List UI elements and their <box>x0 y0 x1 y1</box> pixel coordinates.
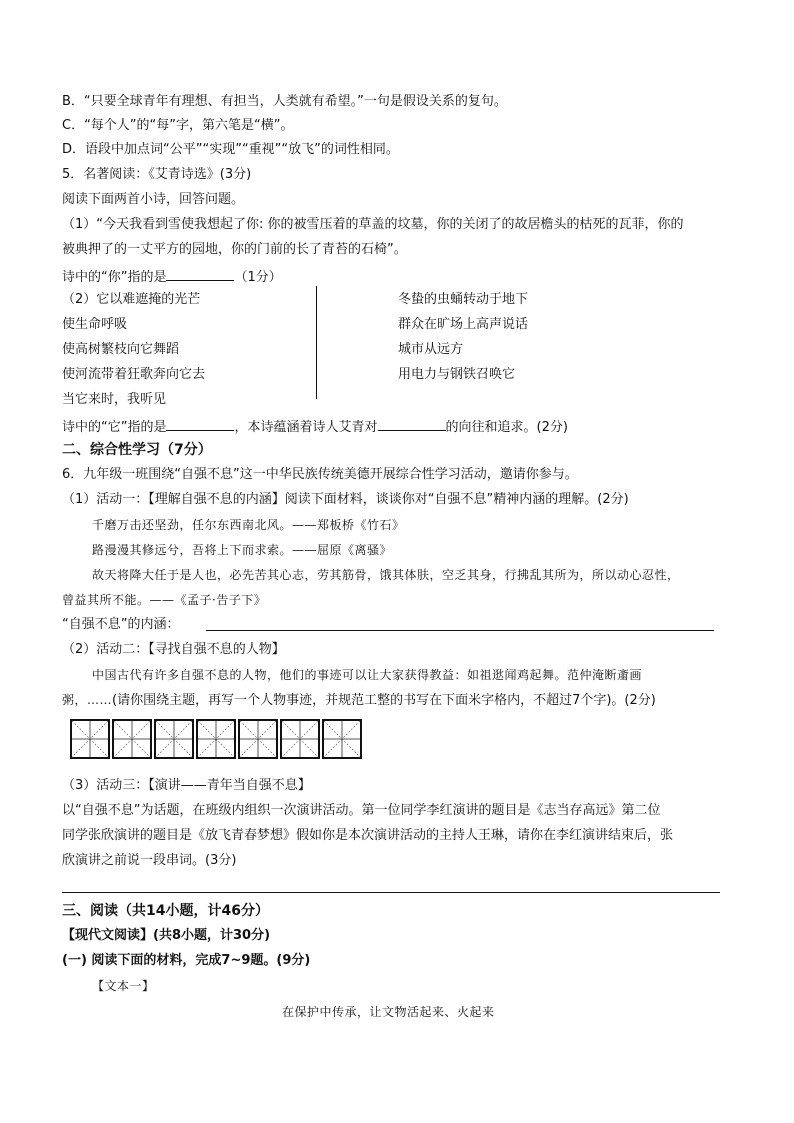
poem-2-left-2: 使生命呼吸 <box>62 317 128 332</box>
quote-mencius-a: 故天将降大任于是人也，必先苦其心志，劳其筋骨，饿其体肤，空乏其身，行拂乱其所为，所以动心忍性， <box>92 568 680 582</box>
activity-2-text-b-kai: 粥，…… <box>62 693 113 707</box>
quote-bamboo: 千磨万击还坚劲，任尔东西南北风。——郑板桥《竹石》 <box>92 518 405 532</box>
question-5-2-middle: ，本诗蕴涵着诗人艾青对 <box>234 420 378 435</box>
article-title: 在保护中传承，让文物活起来、火起来 <box>282 1005 495 1019</box>
mi-grid-cell[interactable] <box>280 719 320 759</box>
activity-2-instruction: (请你围绕主题，再写一个人物事迹，并规范工整的书写在下面米字格内，不超过7个字)。(2分) <box>112 693 656 708</box>
mi-grid-cell[interactable] <box>322 719 362 759</box>
question-5-2-suffix: 的向往和追求。(2分) <box>445 420 568 435</box>
answer-blank-pursuit[interactable] <box>378 416 446 431</box>
poem-2-left-3: 使高树繁枝向它舞蹈 <box>62 342 180 357</box>
question-5-intro: 阅读下面两首小诗，回答问题。 <box>62 192 245 207</box>
poem-2-left-5: 当它来时，我听见 <box>62 392 167 407</box>
poem-2-right-2: 群众在旷场上高声说话 <box>398 317 529 332</box>
question-6: 6．九年级一班围绕“自强不息”这一中华民族传统美德开展综合性学习活动，邀请你参与。 <box>62 467 578 482</box>
quote-lisao: 路漫漫其修远兮，吾将上下而求索。——屈原《离骚》 <box>92 543 393 557</box>
poem-1-line-b: 被典押了的一丈平方的园地，你的门前的长了青苔的石椅”。 <box>62 242 407 257</box>
answer-blank-it[interactable] <box>166 416 234 431</box>
part-1-title: (一) 阅读下面的材料，完成7~9题。(9分) <box>62 953 311 968</box>
question-5-1-suffix: （1分） <box>234 270 282 285</box>
poem-2-right-4: 用电力与钢铁召唤它 <box>398 367 516 382</box>
modern-reading-title: 【现代文阅读】(共8小题，计30分) <box>62 928 271 943</box>
question-5-2 <box>62 416 568 437</box>
option-d: D．语段中加点词“公平”“实现”“重视”“放飞”的词性相同。 <box>62 142 399 157</box>
activity-3-text-c: 欣演讲之前说一段串词。(3分) <box>62 853 237 868</box>
activity-2-text-a: 中国古代有许多自强不息的人物，他们的事迹可以让大家获得教益：如祖逖闻鸡起舞。范仲淹断齑画 <box>92 668 643 682</box>
activity-3-text-b: 同学张欣演讲的题目是《放飞青春梦想》假如你是本次演讲活动的主持人王琳，请你在李红演讲结束后，张 <box>62 828 674 843</box>
activity-3-text-a: 以“自强不息”为话题，在班级内组织一次演讲活动。第一位同学李红演讲的题目是《志当存高远》第二位 <box>62 803 661 818</box>
activity-1: （1）活动一：【理解自强不息的内涵】阅读下面材料，谈谈你对“自强不息”精神内涵的理解。(2分) <box>62 492 629 507</box>
question-5-1-prefix: 诗中的“你”指的是 <box>62 270 167 285</box>
section-3-title: 三、阅读（共14小题，计46分） <box>62 903 269 919</box>
section-2-title: 二、综合性学习（7分） <box>62 442 212 458</box>
mi-grid-cell[interactable] <box>112 719 152 759</box>
question-5-1 <box>62 266 282 287</box>
poem-divider <box>316 286 317 399</box>
activity-2: （2）活动二：【寻找自强不息的人物】 <box>62 642 285 657</box>
question-5-2-prefix: 诗中的“它”指的是 <box>62 420 167 435</box>
answer-blank-you[interactable] <box>166 266 234 281</box>
question-5-title: 5．名著阅读：《艾青诗选》(3分) <box>62 167 252 182</box>
mi-character-grid <box>70 719 410 759</box>
poem-2-right-1: 冬蛰的虫蛹转动于地下 <box>398 292 529 307</box>
activity-1-answer-label: “自强不息”的内涵： <box>62 617 180 632</box>
text-1-label: 【文本一】 <box>92 979 155 993</box>
poem-2-right-3: 城市从远方 <box>398 342 464 357</box>
activity-2-text-b <box>62 691 656 710</box>
section-divider <box>62 892 720 893</box>
activity-1-answer-line[interactable] <box>206 630 714 631</box>
mi-grid-cell[interactable] <box>154 719 194 759</box>
activity-3: （3）活动三：【演讲——青年当自强不息】 <box>62 778 311 793</box>
poem-2-left-4: 使河流带着狂歌奔向它去 <box>62 367 206 382</box>
poem-2-left-1: （2）它以难遮掩的光芒 <box>62 292 201 307</box>
mi-grid-cell[interactable] <box>70 719 110 759</box>
mi-grid-cell[interactable] <box>196 719 236 759</box>
option-b: B．“只要全球青年有理想、有担当，人类就有希望。”一句是假设关系的复句。 <box>62 94 507 109</box>
mi-grid-cell[interactable] <box>238 719 278 759</box>
option-c: C．“每个人”的“每”字，第六笔是“横”。 <box>62 118 294 133</box>
poem-1-line-a: （1）“今天我看到雪使我想起了你: 你的被雪压着的草盖的坟墓，你的关闭了的故居檐头的枯死的瓦菲，你的 <box>62 217 684 232</box>
quote-mencius-b: 曾益其所不能。——《孟子·告子下》 <box>62 593 267 607</box>
